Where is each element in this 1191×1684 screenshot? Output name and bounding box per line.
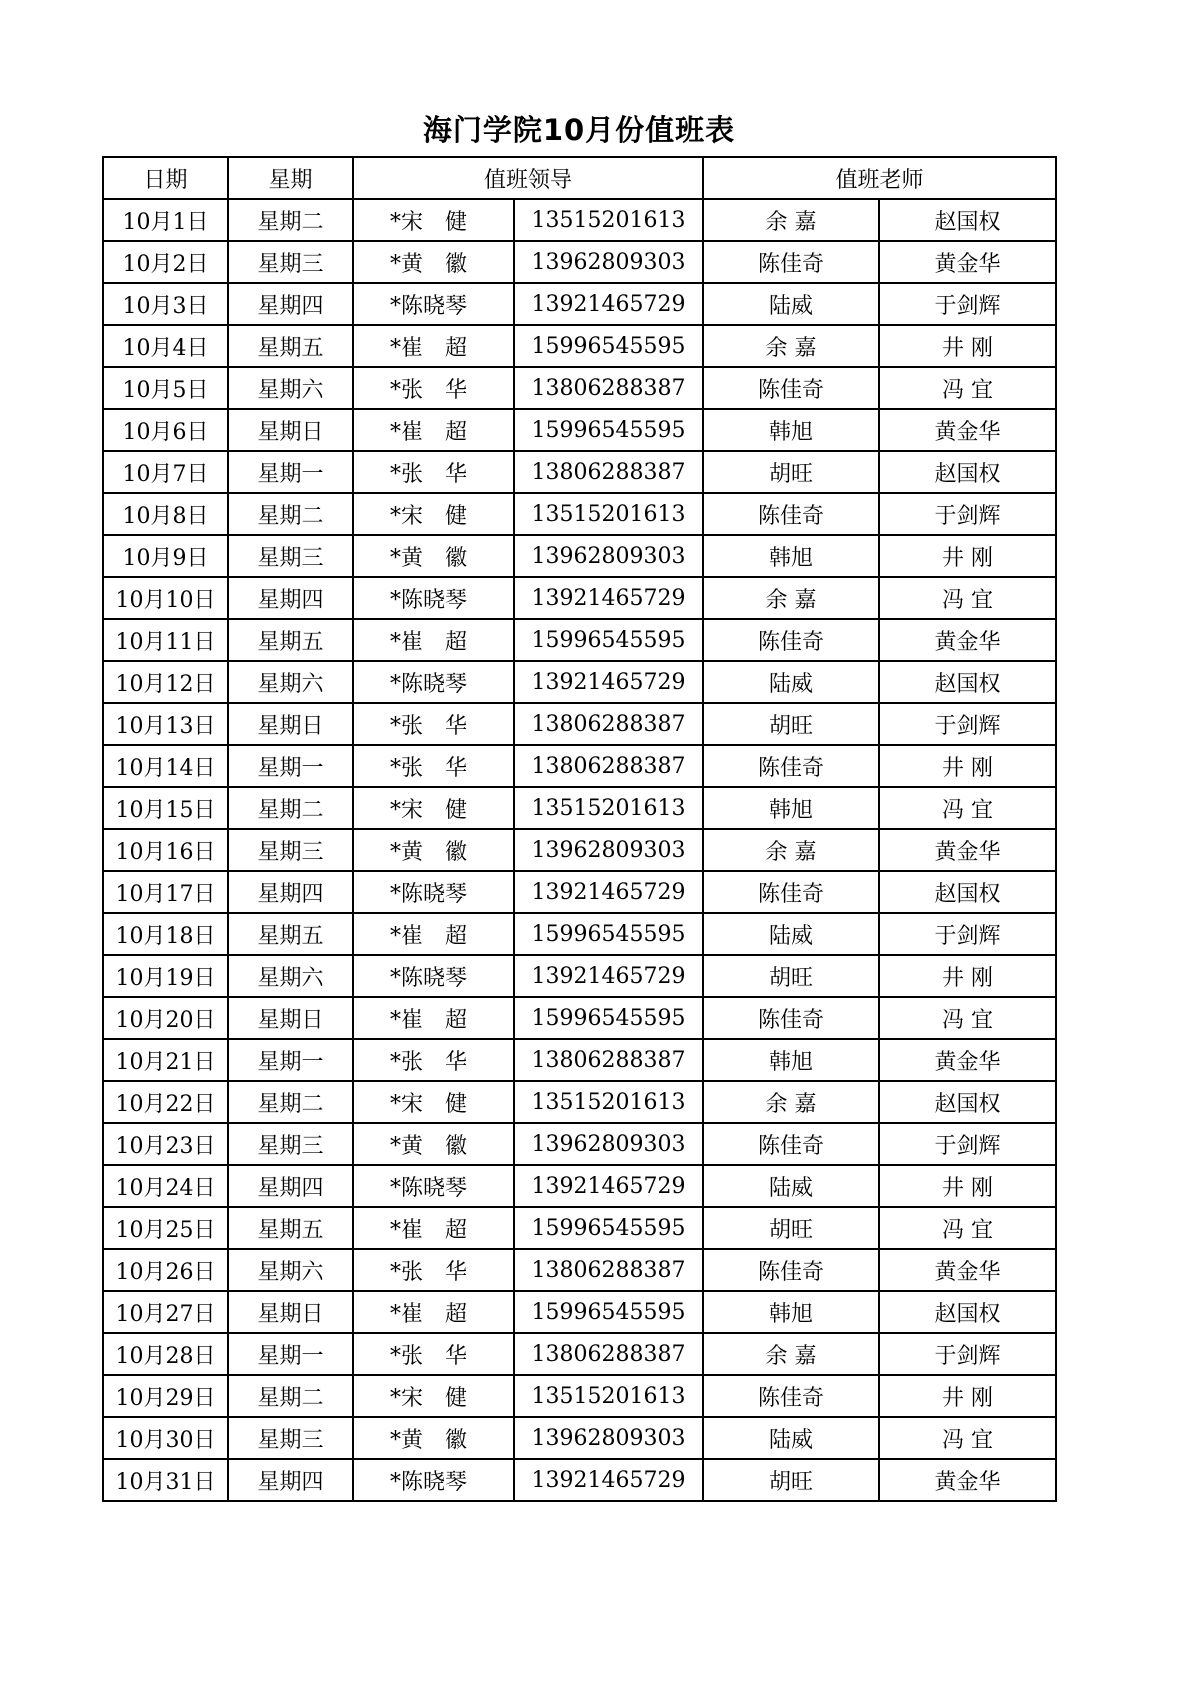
teacher-2-cell: 冯 宜 [879, 997, 1056, 1039]
table-row [103, 199, 1056, 241]
table-row [103, 871, 1056, 913]
leader-name-cell: *崔 超 [353, 1291, 514, 1333]
date-cell: 10月12日 [103, 661, 228, 703]
leader-name-cell: *黄 徽 [353, 535, 514, 577]
teacher-1-cell: 陆威 [703, 661, 879, 703]
leader-name-cell: *陈晓琴 [353, 1459, 514, 1501]
teacher-1-cell: 陈佳奇 [703, 367, 879, 409]
date-cell: 10月27日 [103, 1291, 228, 1333]
date-cell: 10月29日 [103, 1375, 228, 1417]
date-cell: 10月8日 [103, 493, 228, 535]
teacher-1-cell: 胡旺 [703, 955, 879, 997]
teacher-2-cell: 黄金华 [879, 241, 1056, 283]
weekday-cell: 星期二 [228, 1375, 353, 1417]
date-cell: 10月10日 [103, 577, 228, 619]
weekday-cell: 星期日 [228, 409, 353, 451]
date-cell: 10月26日 [103, 1249, 228, 1291]
teacher-1-cell: 陈佳奇 [703, 1375, 879, 1417]
weekday-cell: 星期日 [228, 1291, 353, 1333]
leader-name-cell: *张 华 [353, 1249, 514, 1291]
leader-name-cell: *宋 健 [353, 787, 514, 829]
table-row [103, 1207, 1056, 1249]
table-row [103, 997, 1056, 1039]
teacher-2-cell: 井 刚 [879, 325, 1056, 367]
teacher-2-cell: 冯 宜 [879, 577, 1056, 619]
page-title: 海门学院10月份值班表 [422, 113, 736, 147]
leader-name-cell: *黄 徽 [353, 1123, 514, 1165]
weekday-cell: 星期二 [228, 493, 353, 535]
teacher-2-cell: 于剑辉 [879, 1333, 1056, 1375]
date-cell: 10月7日 [103, 451, 228, 493]
date-cell: 10月2日 [103, 241, 228, 283]
leader-name-cell: *崔 超 [353, 409, 514, 451]
leader-phone-cell: 13962809303 [514, 241, 703, 283]
leader-name-cell: *崔 超 [353, 619, 514, 661]
leader-phone-cell: 13921465729 [514, 283, 703, 325]
leader-phone-cell: 13515201613 [514, 1081, 703, 1123]
table-row [103, 1165, 1056, 1207]
leader-name-cell: *崔 超 [353, 913, 514, 955]
leader-name-cell: *陈晓琴 [353, 955, 514, 997]
weekday-cell: 星期一 [228, 1333, 353, 1375]
teacher-2-cell: 赵国权 [879, 199, 1056, 241]
teacher-1-cell: 陆威 [703, 913, 879, 955]
leader-name-cell: *黄 徽 [353, 241, 514, 283]
date-cell: 10月3日 [103, 283, 228, 325]
weekday-cell: 星期六 [228, 661, 353, 703]
date-cell: 10月25日 [103, 1207, 228, 1249]
teacher-1-cell: 胡旺 [703, 703, 879, 745]
table-row [103, 1333, 1056, 1375]
teacher-1-cell: 胡旺 [703, 1459, 879, 1501]
date-cell: 10月24日 [103, 1165, 228, 1207]
teacher-1-cell: 陆威 [703, 1417, 879, 1459]
weekday-cell: 星期四 [228, 871, 353, 913]
leader-phone-cell: 13806288387 [514, 1333, 703, 1375]
teacher-2-cell: 冯 宜 [879, 1417, 1056, 1459]
teacher-2-cell: 井 刚 [879, 745, 1056, 787]
date-cell: 10月14日 [103, 745, 228, 787]
leader-phone-cell: 13962809303 [514, 829, 703, 871]
teacher-2-cell: 井 刚 [879, 535, 1056, 577]
header-leader: 值班领导 [353, 157, 703, 199]
date-cell: 10月11日 [103, 619, 228, 661]
date-cell: 10月30日 [103, 1417, 228, 1459]
leader-name-cell: *黄 徽 [353, 829, 514, 871]
leader-name-cell: *张 华 [353, 1039, 514, 1081]
table-row [103, 1417, 1056, 1459]
leader-name-cell: *崔 超 [353, 1207, 514, 1249]
teacher-1-cell: 胡旺 [703, 1207, 879, 1249]
table-row [103, 577, 1056, 619]
teacher-1-cell: 韩旭 [703, 535, 879, 577]
weekday-cell: 星期四 [228, 283, 353, 325]
leader-name-cell: *崔 超 [353, 325, 514, 367]
date-cell: 10月21日 [103, 1039, 228, 1081]
leader-phone-cell: 13806288387 [514, 1249, 703, 1291]
teacher-1-cell: 陈佳奇 [703, 493, 879, 535]
leader-phone-cell: 13806288387 [514, 1039, 703, 1081]
table-row [103, 1249, 1056, 1291]
leader-phone-cell: 13806288387 [514, 367, 703, 409]
table-row [103, 703, 1056, 745]
teacher-1-cell: 陈佳奇 [703, 997, 879, 1039]
leader-phone-cell: 13515201613 [514, 199, 703, 241]
weekday-cell: 星期日 [228, 997, 353, 1039]
teacher-1-cell: 陈佳奇 [703, 871, 879, 913]
leader-phone-cell: 13806288387 [514, 703, 703, 745]
weekday-cell: 星期六 [228, 367, 353, 409]
leader-phone-cell: 15996545595 [514, 619, 703, 661]
leader-phone-cell: 13515201613 [514, 493, 703, 535]
teacher-1-cell: 陆威 [703, 283, 879, 325]
table-row [103, 955, 1056, 997]
leader-phone-cell: 13962809303 [514, 1123, 703, 1165]
leader-phone-cell: 13921465729 [514, 955, 703, 997]
weekday-cell: 星期一 [228, 451, 353, 493]
teacher-2-cell: 赵国权 [879, 451, 1056, 493]
leader-name-cell: *宋 健 [353, 199, 514, 241]
leader-name-cell: *崔 超 [353, 997, 514, 1039]
header-weekday: 星期 [228, 157, 353, 199]
teacher-2-cell: 冯 宜 [879, 787, 1056, 829]
date-cell: 10月23日 [103, 1123, 228, 1165]
date-cell: 10月22日 [103, 1081, 228, 1123]
weekday-cell: 星期四 [228, 1165, 353, 1207]
teacher-1-cell: 陆威 [703, 1165, 879, 1207]
leader-name-cell: *陈晓琴 [353, 1165, 514, 1207]
weekday-cell: 星期五 [228, 619, 353, 661]
table-row [103, 241, 1056, 283]
weekday-cell: 星期二 [228, 199, 353, 241]
leader-phone-cell: 13921465729 [514, 661, 703, 703]
teacher-1-cell: 陈佳奇 [703, 1249, 879, 1291]
teacher-2-cell: 赵国权 [879, 871, 1056, 913]
teacher-2-cell: 井 刚 [879, 1165, 1056, 1207]
leader-phone-cell: 13515201613 [514, 787, 703, 829]
teacher-2-cell: 黄金华 [879, 1459, 1056, 1501]
leader-name-cell: *张 华 [353, 1333, 514, 1375]
leader-phone-cell: 15996545595 [514, 997, 703, 1039]
teacher-1-cell: 余 嘉 [703, 199, 879, 241]
teacher-1-cell: 韩旭 [703, 1291, 879, 1333]
leader-name-cell: *张 华 [353, 367, 514, 409]
weekday-cell: 星期六 [228, 955, 353, 997]
leader-phone-cell: 13921465729 [514, 1165, 703, 1207]
teacher-1-cell: 余 嘉 [703, 1333, 879, 1375]
date-cell: 10月20日 [103, 997, 228, 1039]
leader-phone-cell: 15996545595 [514, 325, 703, 367]
teacher-2-cell: 井 刚 [879, 1375, 1056, 1417]
teacher-2-cell: 赵国权 [879, 661, 1056, 703]
teacher-1-cell: 陈佳奇 [703, 619, 879, 661]
date-cell: 10月6日 [103, 409, 228, 451]
table-row [103, 829, 1056, 871]
table-row [103, 661, 1056, 703]
leader-phone-cell: 13962809303 [514, 1417, 703, 1459]
date-cell: 10月13日 [103, 703, 228, 745]
leader-phone-cell: 15996545595 [514, 409, 703, 451]
table-row [103, 1291, 1056, 1333]
table-row [103, 493, 1056, 535]
teacher-1-cell: 陈佳奇 [703, 241, 879, 283]
weekday-cell: 星期四 [228, 1459, 353, 1501]
date-cell: 10月31日 [103, 1459, 228, 1501]
table-row [103, 1081, 1056, 1123]
leader-phone-cell: 13806288387 [514, 745, 703, 787]
leader-name-cell: *宋 健 [353, 1081, 514, 1123]
teacher-2-cell: 黄金华 [879, 409, 1056, 451]
table-row [103, 283, 1056, 325]
table-row [103, 913, 1056, 955]
table-row [103, 367, 1056, 409]
teacher-1-cell: 韩旭 [703, 787, 879, 829]
date-cell: 10月5日 [103, 367, 228, 409]
teacher-2-cell: 于剑辉 [879, 1123, 1056, 1165]
teacher-2-cell: 于剑辉 [879, 283, 1056, 325]
leader-name-cell: *陈晓琴 [353, 283, 514, 325]
leader-phone-cell: 13921465729 [514, 871, 703, 913]
leader-name-cell: *张 华 [353, 703, 514, 745]
teacher-1-cell: 陈佳奇 [703, 745, 879, 787]
teacher-2-cell: 黄金华 [879, 619, 1056, 661]
table-row [103, 1459, 1056, 1501]
teacher-2-cell: 于剑辉 [879, 493, 1056, 535]
leader-name-cell: *陈晓琴 [353, 871, 514, 913]
date-cell: 10月16日 [103, 829, 228, 871]
teacher-2-cell: 黄金华 [879, 1039, 1056, 1081]
weekday-cell: 星期三 [228, 241, 353, 283]
weekday-cell: 星期三 [228, 1123, 353, 1165]
teacher-2-cell: 井 刚 [879, 955, 1056, 997]
weekday-cell: 星期三 [228, 829, 353, 871]
leader-name-cell: *黄 徽 [353, 1417, 514, 1459]
teacher-1-cell: 陈佳奇 [703, 1123, 879, 1165]
duty-roster-table [102, 156, 1057, 1502]
table-row [103, 1123, 1056, 1165]
weekday-cell: 星期五 [228, 913, 353, 955]
leader-name-cell: *宋 健 [353, 493, 514, 535]
teacher-2-cell: 黄金华 [879, 1249, 1056, 1291]
table-row [103, 325, 1056, 367]
table-row [103, 619, 1056, 661]
leader-phone-cell: 13962809303 [514, 535, 703, 577]
date-cell: 10月1日 [103, 199, 228, 241]
teacher-1-cell: 余 嘉 [703, 1081, 879, 1123]
teacher-1-cell: 胡旺 [703, 451, 879, 493]
teacher-1-cell: 韩旭 [703, 1039, 879, 1081]
table-row [103, 535, 1056, 577]
weekday-cell: 星期六 [228, 1249, 353, 1291]
teacher-1-cell: 余 嘉 [703, 829, 879, 871]
leader-name-cell: *陈晓琴 [353, 577, 514, 619]
date-cell: 10月4日 [103, 325, 228, 367]
date-cell: 10月19日 [103, 955, 228, 997]
teacher-2-cell: 赵国权 [879, 1291, 1056, 1333]
teacher-1-cell: 余 嘉 [703, 325, 879, 367]
table-row [103, 451, 1056, 493]
weekday-cell: 星期二 [228, 1081, 353, 1123]
leader-name-cell: *宋 健 [353, 1375, 514, 1417]
weekday-cell: 星期二 [228, 787, 353, 829]
teacher-2-cell: 赵国权 [879, 1081, 1056, 1123]
table-row [103, 1375, 1056, 1417]
leader-name-cell: *张 华 [353, 745, 514, 787]
weekday-cell: 星期日 [228, 703, 353, 745]
teacher-1-cell: 余 嘉 [703, 577, 879, 619]
leader-phone-cell: 13921465729 [514, 577, 703, 619]
header-row [103, 157, 1056, 199]
header-date: 日期 [103, 157, 228, 199]
leader-name-cell: *陈晓琴 [353, 661, 514, 703]
teacher-1-cell: 韩旭 [703, 409, 879, 451]
leader-name-cell: *张 华 [353, 451, 514, 493]
leader-phone-cell: 13515201613 [514, 1375, 703, 1417]
weekday-cell: 星期三 [228, 535, 353, 577]
weekday-cell: 星期五 [228, 1207, 353, 1249]
leader-phone-cell: 15996545595 [514, 1291, 703, 1333]
weekday-cell: 星期一 [228, 1039, 353, 1081]
header-teacher: 值班老师 [703, 157, 1056, 199]
date-cell: 10月18日 [103, 913, 228, 955]
date-cell: 10月17日 [103, 871, 228, 913]
leader-phone-cell: 15996545595 [514, 1207, 703, 1249]
weekday-cell: 星期四 [228, 577, 353, 619]
teacher-2-cell: 冯 宜 [879, 367, 1056, 409]
table-row [103, 787, 1056, 829]
weekday-cell: 星期三 [228, 1417, 353, 1459]
leader-phone-cell: 13806288387 [514, 451, 703, 493]
leader-phone-cell: 13921465729 [514, 1459, 703, 1501]
table-row [103, 409, 1056, 451]
leader-phone-cell: 15996545595 [514, 913, 703, 955]
table-row [103, 745, 1056, 787]
roster-body [103, 199, 1056, 1501]
teacher-2-cell: 于剑辉 [879, 703, 1056, 745]
teacher-2-cell: 黄金华 [879, 829, 1056, 871]
weekday-cell: 星期一 [228, 745, 353, 787]
teacher-2-cell: 冯 宜 [879, 1207, 1056, 1249]
table-row [103, 1039, 1056, 1081]
date-cell: 10月15日 [103, 787, 228, 829]
date-cell: 10月28日 [103, 1333, 228, 1375]
date-cell: 10月9日 [103, 535, 228, 577]
weekday-cell: 星期五 [228, 325, 353, 367]
teacher-2-cell: 于剑辉 [879, 913, 1056, 955]
